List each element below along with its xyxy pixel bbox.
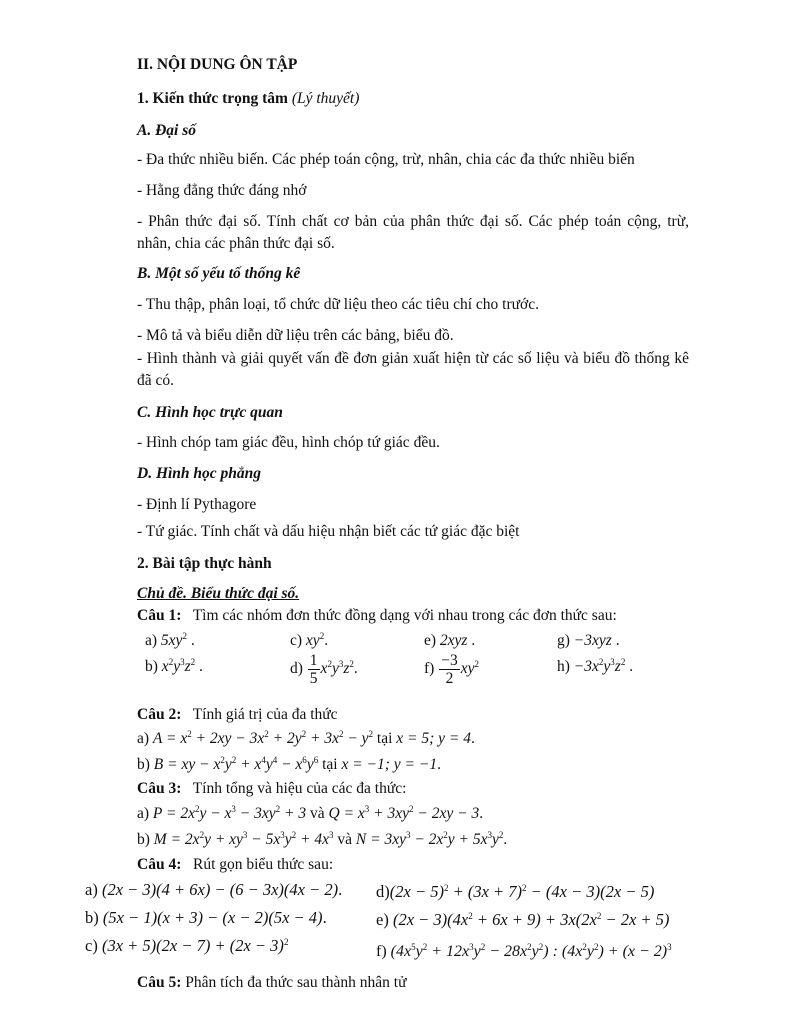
q2-part-b: b) B = xy − $x^2y^2 + x^4y^4 - x^6y^6$ tại x = −1; y = −1. bbox=[137, 755, 441, 773]
part-label: a) bbox=[137, 805, 150, 822]
q4-part-f: f) $(4x^5y^2 + 12x^3y^2 - 28x^2y^2)$ : $(4x^2y^2) + (x - 2)^3$ bbox=[376, 942, 672, 960]
q1-line bbox=[137, 606, 617, 626]
part-label: a) bbox=[137, 730, 150, 747]
q1-option-c: c) $xy^2$. bbox=[290, 631, 329, 649]
option-label: f) bbox=[424, 660, 435, 678]
option-label: e) bbox=[424, 632, 437, 649]
part-label: c) bbox=[85, 936, 98, 955]
q3-part-b: b) $M = 2x^2y + xy^3 - 5x^3y^2 + 4x^3$ và $N = 3xy^3 - 2x^2y + 5x^3y^2$. bbox=[137, 830, 508, 848]
q4-part-d: $d)(2x - 5)^2 + (3x + 7)^2 - (4x - 3)(2x - 5)$ bbox=[376, 882, 655, 901]
q2-line bbox=[137, 705, 338, 725]
plane-geometry-item: - Tứ giác. Tính chất và dấu hiệu nhận biết các tứ giác đặc biệt bbox=[137, 523, 520, 540]
q3-prompt: Tính tổng và hiệu của các đa thức: bbox=[192, 780, 407, 797]
q4-prompt: Rút gọn biểu thức sau: bbox=[192, 856, 334, 873]
option-label: h) bbox=[557, 658, 570, 675]
q4-part-e: e) $(2x - 3)(4x^2 + 6x + 9) + 3x(2x^2 - 2x + 5)$ bbox=[376, 910, 670, 929]
q4-part-b: b) (5x − 1)(x + 3) − (x − 2)(5x − 4). bbox=[85, 908, 327, 927]
part-label: b) bbox=[137, 831, 150, 848]
q1-option-f: f) $\frac{-3}{2}$ $xy^2$ bbox=[424, 652, 479, 687]
q5-label: Câu 5: bbox=[137, 974, 182, 991]
q3-part-a: a) $P = 2x^2y - x^3 - 3xy^2 + 3$ và $Q = x^3 + 3xy^2 - 2xy - 3$. bbox=[137, 804, 484, 822]
statistics-item: - Mô tả và biểu diễn dữ liệu trên các bảng, biểu đồ. bbox=[137, 327, 454, 344]
q4-part-c: c) $(3x + 5)(2x - 7) + (2x - 3)^2$ bbox=[85, 936, 289, 955]
q1-option-b: b) $x^2y^3z^2$ . bbox=[145, 657, 203, 675]
q2-label: Câu 2: bbox=[137, 706, 182, 723]
q1-option-g: g) −3xyz . bbox=[557, 632, 620, 649]
q1-option-a: a) $5xy^2$ . bbox=[145, 631, 195, 649]
q1-label: Câu 1: bbox=[137, 607, 182, 624]
practice-heading: 2. Bài tập thực hành bbox=[137, 555, 272, 572]
option-label: d) bbox=[290, 660, 303, 678]
q1-option-e: e) 2xyz . bbox=[424, 632, 476, 649]
word-and: và bbox=[337, 831, 353, 848]
section-title: II. NỘI DUNG ÔN TẬP bbox=[137, 56, 298, 73]
knowledge-heading-note: (Lý thuyết) bbox=[291, 90, 360, 107]
q1-option-h: $h) -3x^2y^3z^2$ . bbox=[557, 657, 634, 675]
part-label: b) bbox=[137, 756, 150, 773]
q3-label: Câu 3: bbox=[137, 780, 182, 797]
q1-option-d: d) $\frac{1}{5}$ $x^2y^3z^2$. bbox=[290, 652, 358, 687]
q2-prompt: Tính giá trị của đa thức bbox=[192, 706, 338, 723]
intuitive-geometry-item: - Hình chóp tam giác đều, hình chóp tứ giác đều. bbox=[137, 434, 440, 451]
q3-line bbox=[137, 779, 406, 799]
algebra-heading: A. Đại số bbox=[137, 122, 196, 139]
part-label: f) bbox=[376, 943, 387, 960]
plane-geometry-item: - Định lí Pythagore bbox=[137, 496, 257, 513]
knowledge-heading: 1. Kiến thức trọng tâm bbox=[137, 90, 288, 107]
plane-geometry-heading: D. Hình học phẳng bbox=[137, 465, 262, 482]
q1-prompt: Tìm các nhóm đơn thức đồng dạng với nhau trong các đơn thức sau: bbox=[192, 607, 617, 624]
option-label: a) bbox=[145, 632, 158, 649]
algebra-item: - Đa thức nhiều biến. Các phép toán cộng, trừ, nhân, chia các đa thức nhiều biến bbox=[137, 151, 635, 168]
word-and: và bbox=[309, 805, 325, 822]
option-label: c) bbox=[290, 632, 303, 649]
q4-part-a: a) (2x − 3)(4 + 6x) − (6 − 3x)(4x − 2). bbox=[85, 880, 343, 899]
word-at: tại bbox=[322, 756, 338, 773]
algebra-item: - Phân thức đại số. Tính chất cơ bản của phân thức đại số. Các phép toán cộng, trừ, nhân, chia các phân thức đại số. bbox=[137, 213, 689, 252]
word-at: tại bbox=[376, 730, 393, 747]
option-label: g) bbox=[557, 632, 570, 649]
part-label: d) bbox=[376, 882, 390, 901]
intuitive-geometry-heading: C. Hình học trực quan bbox=[137, 404, 283, 421]
statistics-item: - Thu thập, phân loại, tổ chức dữ liệu theo các tiêu chí cho trước. bbox=[137, 296, 539, 313]
q5-line bbox=[137, 973, 407, 993]
q5-prompt: Phân tích đa thức sau thành nhân tử bbox=[185, 974, 407, 991]
part-label: b) bbox=[85, 908, 99, 927]
topic-heading: Chủ đề. Biểu thức đại số. bbox=[137, 585, 300, 602]
algebra-item: - Hằng đẳng thức đáng nhớ bbox=[137, 182, 307, 199]
statistics-item: - Hình thành và giải quyết vấn đề đơn giản xuất hiện từ các số liệu và biểu đồ thống kê đã có. bbox=[137, 350, 689, 389]
statistics-heading: B. Một số yếu tố thống kê bbox=[137, 265, 301, 282]
part-label: e) bbox=[376, 910, 389, 929]
q4-label: Câu 4: bbox=[137, 856, 182, 873]
q2-part-a: a) $A = x^2 + 2xy - 3x^2 + 2y^2 + 3x^2 - y^2$ tại x = 5; y = 4. bbox=[137, 729, 475, 747]
q4-line bbox=[137, 855, 333, 875]
option-label: b) bbox=[145, 658, 158, 675]
knowledge-heading-line bbox=[137, 89, 359, 109]
part-label: a) bbox=[85, 880, 98, 899]
